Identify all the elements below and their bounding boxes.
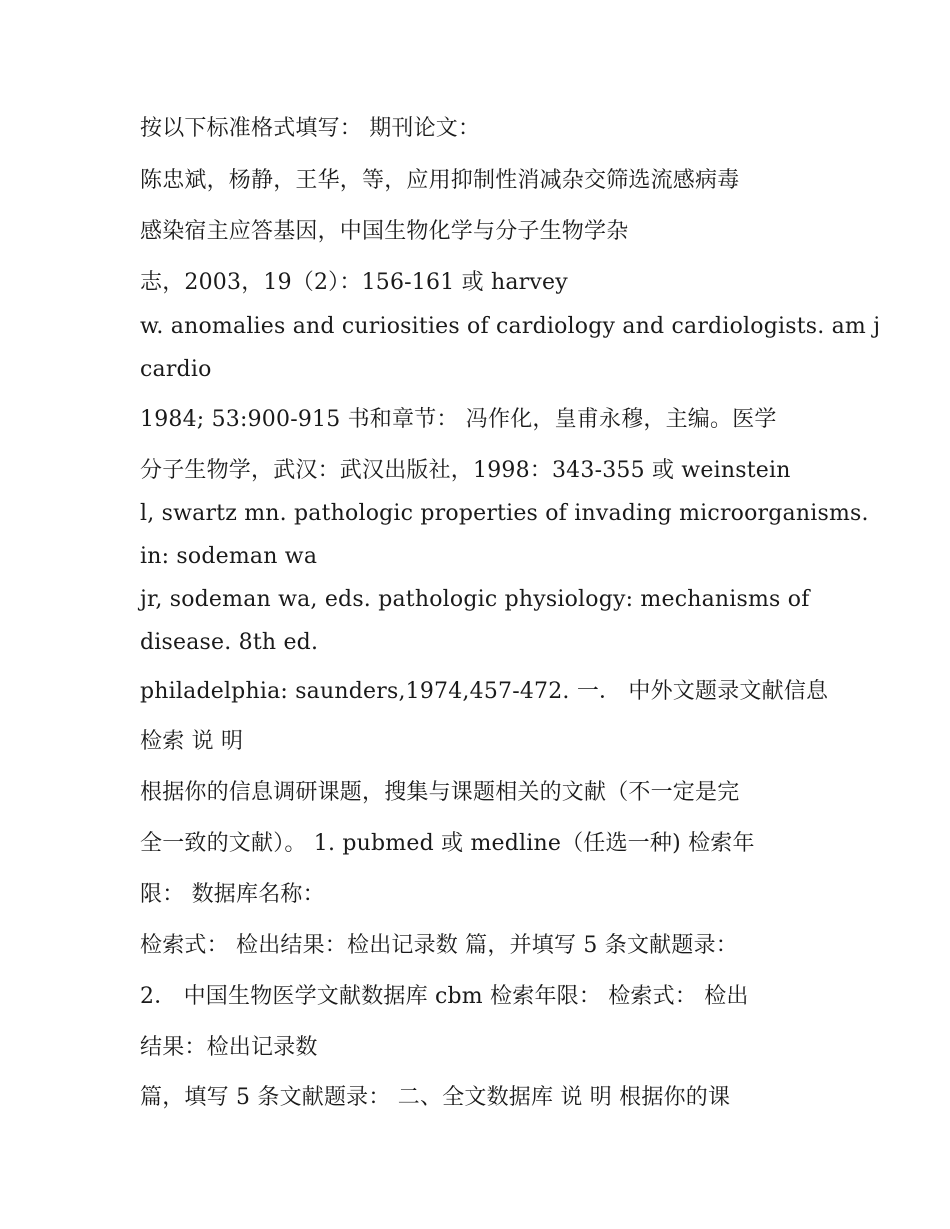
text-line: 1984; 53:900-915 书和章节： 冯作化，皇甫永穆，主编。医学 — [140, 407, 777, 432]
text-line: l, swartz mn. pathologic properties of invading microorganisms. — [140, 501, 869, 526]
text-line: 篇，填写 5 条文献题录： 二、全文数据库 说 明 根据你的课 — [140, 1085, 731, 1110]
text-line: 检索式： 检出结果：检出记录数 篇，并填写 5 条文献题录： — [140, 933, 738, 958]
text-line: 结果：检出记录数 — [140, 1035, 318, 1060]
text-line: disease. 8th ed. — [140, 630, 319, 655]
text-line: 陈忠斌，杨静，王华，等，应用抑制性消减杂交筛选流感病毒 — [140, 168, 740, 193]
text-line: cardio — [140, 357, 212, 382]
text-line: 感染宿主应答基因，中国生物化学与分子生物学杂 — [140, 219, 629, 244]
text-line: 全一致的文献）。 1. pubmed 或 medline（任选一种) 检索年 — [140, 831, 755, 856]
text-line: 检索 说 明 — [140, 729, 244, 754]
text-line: philadelphia: saunders,1974,457-472. 一． 中外文题录文献信息 — [140, 679, 829, 704]
text-line: 分子生物学，武汉：武汉出版社，1998：343-355 或 weinstein — [140, 458, 791, 483]
text-line: 根据你的信息调研课题，搜集与课题相关的文献（不一定是完 — [140, 780, 740, 805]
text-line: 限： 数据库名称： — [140, 882, 325, 907]
text-line: jr, sodeman wa, eds. pathologic physiology: mechanisms of — [140, 587, 810, 612]
text-line: 按以下标准格式填写： 期刊论文： — [140, 116, 481, 141]
text-line: in: sodeman wa — [140, 544, 318, 569]
text-line: 2． 中国生物医学文献数据库 cbm 检索年限： 检索式： 检出 — [140, 984, 749, 1009]
text-line: w. anomalies and curiosities of cardiology and cardiologists. am j — [140, 314, 881, 339]
text-line: 志，2003，19（2）：156-161 或 harvey — [140, 270, 568, 295]
